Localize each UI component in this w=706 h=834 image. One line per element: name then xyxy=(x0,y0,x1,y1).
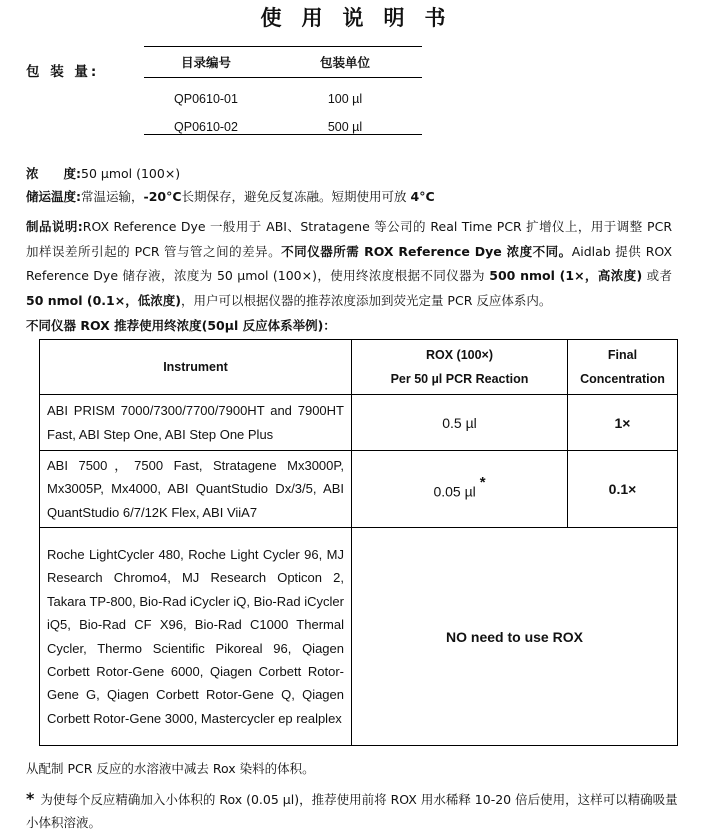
product-description xyxy=(26,215,672,313)
description-text-3: 或者 xyxy=(646,268,672,284)
storage-temp-1: -20°C xyxy=(143,189,182,204)
instrument-list-cell: Roche LightCycler 480, Roche Light Cycler 96, MJ Research Chromo4, MJ Research Opticon 2, Takara TP-800, Bio-Rad iCycler iQ, Bio-Rad iCycler iQ5, Bio-Rad CF X96, Bio-Rad C1000 Thermal Cycler, Thermo Scientific Pikoreal 96, Qiagen Corbett Rotor-Gene 6000, Qiagen Corbett Rotor-Gene G, Qiagen Corbett Rotor-Gene Q, Qiagen Corbett Rotor-Gene 3000, Mastercycler ep realplex xyxy=(40,528,352,746)
final-concentration-cell: 0.1× xyxy=(568,451,678,528)
description-text-1: ROX Reference Dye 一般用于 ABI、Stratagene 等公司的 Real Time PCR 扩增仪上，用于调整 PCR 加样误差所引起的 PCR 管与管之间的差异。 xyxy=(26,219,673,259)
description-bold-2: 500 nmol (1×，高浓度) xyxy=(489,268,643,284)
rox-volume-header xyxy=(352,340,568,395)
rox-volume-cell xyxy=(352,451,568,528)
instrument-list-cell: ABI 7500，7500 Fast, Stratagene Mx3000P, Mx3005P, Mx4000, ABI QuantStudio Dx/3/5, ABI QuantStudio 6/7/12K Flex, ABI ViiA7 xyxy=(40,451,352,528)
package-unit-header: 包装单位 xyxy=(268,47,422,78)
final-concentration-header-line-1: Final xyxy=(607,348,638,362)
instrument-row xyxy=(40,528,678,746)
description-bold-3: 50 nmol (0.1×，低浓度) xyxy=(26,292,181,308)
storage-label: 储运温度: xyxy=(26,189,81,204)
storage-line xyxy=(26,187,435,205)
package-unit-cell: 100 µl xyxy=(327,92,363,106)
storage-text-1: 常温运输， xyxy=(81,189,144,204)
catalog-number-cell: QP0610-02 xyxy=(144,106,268,135)
table-heading: 不同仪器 ROX 推荐使用终浓度(50µl 反应体系举例)： xyxy=(26,318,336,333)
no-rox-needed-cell: NO need to use ROX xyxy=(352,528,678,746)
storage-temp-2: 4°C xyxy=(410,189,435,204)
description-label: 制品说明: xyxy=(26,219,83,234)
final-concentration-cell: 1× xyxy=(568,395,678,451)
instrument-header: Instrument xyxy=(40,340,352,395)
rox-volume-header-line-2: Per 50 µl PCR Reaction xyxy=(390,372,529,386)
description-text-2: Aidlab 提供 ROX Reference Dye 储存液，浓度为 50 µmol (100×)，使用终浓度根据不同仪器为 xyxy=(26,243,673,284)
instrument-list-cell: ABI PRISM 7000/7300/7700/7900HT and 7900HT Fast, ABI Step One, ABI Step One Plus xyxy=(40,395,352,451)
rox-volume-value: 0.05 µl xyxy=(433,483,476,500)
rox-volume-header-line-1: ROX (100×) xyxy=(425,348,494,362)
storage-text-2: 长期保存，避免反复冻融。短期使用可放 xyxy=(181,189,407,204)
footnote-marker: * xyxy=(479,474,486,492)
footnote-star: * xyxy=(26,789,35,808)
final-concentration-header xyxy=(568,340,678,395)
final-concentration-header-line-2: Concentration xyxy=(580,372,665,386)
footnote-text: 为使每个反应精确加入小体积的 Rox (0.05 µl)，推荐使用前将 ROX 用水稀释 10-20 倍后使用，这样可以精确吸量小体积溶液。 xyxy=(26,792,678,830)
footnote-line-1: 从配制 PCR 反应的水溶液中减去 Rox 染料的体积。 xyxy=(26,761,315,776)
package-unit-cell: 500 µl xyxy=(268,106,422,135)
document-title: 使用说明书 xyxy=(260,6,466,30)
instrument-row xyxy=(40,395,678,451)
catalog-number-cell: QP0610-01 xyxy=(174,92,238,106)
instrument-header-row xyxy=(40,340,678,395)
concentration-line xyxy=(26,164,180,182)
instrument-row xyxy=(40,451,678,528)
packaging-row xyxy=(144,106,422,135)
footnote-line-2 xyxy=(26,787,686,834)
concentration-value: 50 µmol (100×) xyxy=(81,166,181,181)
packaging-label: 包 装 量: xyxy=(26,64,100,80)
description-bold-1: 不同仪器所需 ROX Reference Dye 浓度不同。 xyxy=(281,243,572,259)
instrument-table xyxy=(39,339,678,746)
packaging-row xyxy=(144,78,422,107)
packaging-header-row xyxy=(144,47,422,78)
description-text-4: ，用户可以根据仪器的推荐浓度添加到荧光定量 PCR 反应体系内。 xyxy=(180,292,552,308)
rox-volume-cell: 0.5 µl xyxy=(352,395,568,451)
packaging-table xyxy=(144,46,422,135)
catalog-number-header: 目录编号 xyxy=(144,47,268,78)
concentration-label: 浓 度: xyxy=(26,166,81,181)
